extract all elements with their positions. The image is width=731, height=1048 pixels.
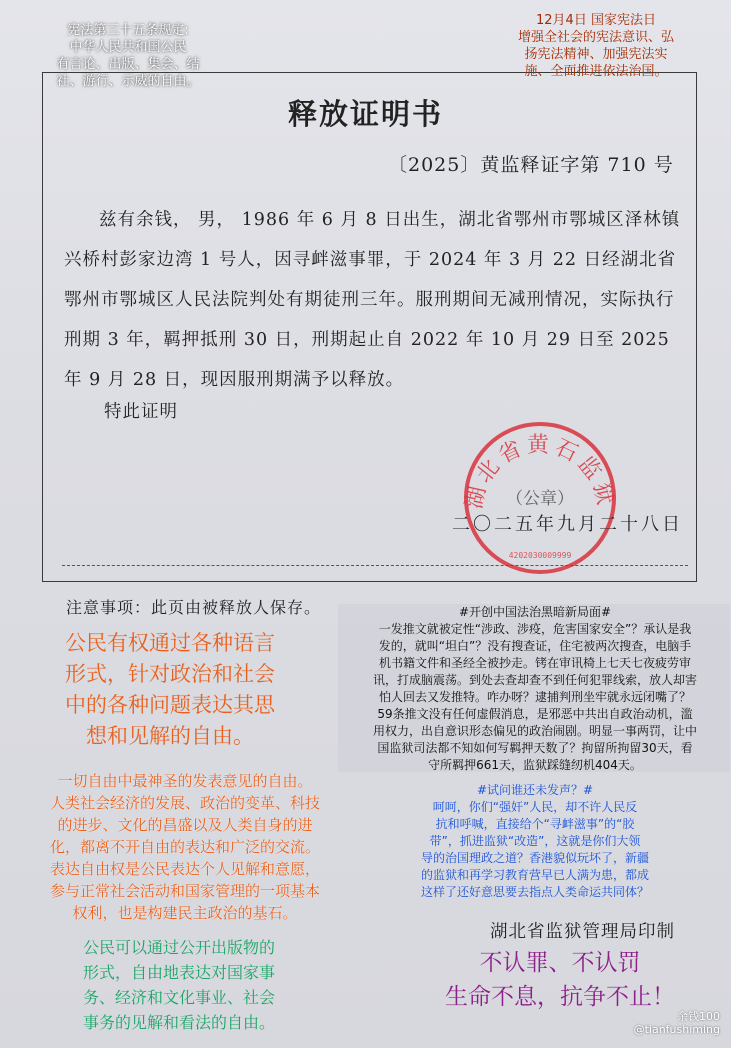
caption-line: 表达自由权是公民表达个人见解和意愿， — [49, 860, 320, 878]
caption-line: 国监狱司法都不知如何写羁押天数了？拘留所拘留30天，看 — [377, 741, 693, 755]
caption-line: 权利，也是构建民主政治的基石。 — [72, 904, 298, 922]
caption-line: 参与正常社会活动和国家管理的一项基本 — [49, 882, 320, 900]
certify-text: 特此证明 — [104, 402, 178, 422]
document-number: 〔2025〕黄监释证字第 710 号 — [388, 154, 674, 176]
caption-who-speaks — [350, 782, 720, 901]
publisher-text: 湖北省监狱管理局印制 — [490, 922, 675, 942]
caption-line: 的进步、文化的昌盛以及人类自身的进 — [57, 816, 313, 834]
caption-constitution-day — [480, 12, 712, 80]
caption-constitution-article — [38, 22, 218, 90]
caption-line: 人类社会经济的发展、政治的变革、科技 — [49, 794, 320, 812]
document-body: 兹有余钱， 男， 1986 年 6 月 8 日出生，湖北省鄂州市鄂城区泽林镇兴桥村彭家边湾 1 号人，因寻衅滋事罪，于 2024 年 3 月 22 日经湖北省鄂州市鄂城区人民法院判处有期徒刑三年。服刑期间无减刑情况，实际执行刑期 3 年，羁押抵刑 30 日，刑期起止自 2022 年 10 月 29 日至 2025 年 9 月 28 日，现因服刑期满予以释放。 — [64, 210, 681, 390]
caption-line: 增强全社会的宪法意识、弘 — [517, 30, 674, 45]
caption-line: 中华人民共和国公民 — [69, 40, 187, 55]
notice-text: 注意事项：此页由被释放人保存。 — [66, 598, 322, 617]
caption-line: 务、经济和文化事业、社会 — [82, 988, 275, 1007]
caption-line: 抗和呼喊，直接给个“寻衅滋事”的“胶 — [435, 817, 635, 831]
caption-publication-freedom — [34, 935, 324, 1035]
caption-line: 化，都离不开自由的表达和广泛的交流。 — [49, 838, 320, 856]
document-title: 释放证明书 — [287, 97, 443, 131]
caption-line: 一切自由中最神圣的发表意见的自由。 — [57, 772, 313, 790]
seal-text: 湖北省黄石监狱 — [462, 433, 618, 512]
caption-line: 发的，就叫“坦白”？没有搜查证，住宅被两次搜查，电脑手 — [378, 639, 692, 653]
caption-line: 12月4日 国家宪法日 — [536, 13, 656, 28]
caption-line: #试问谁还未发声？# — [476, 783, 594, 797]
caption-line: 守所羁押661天，监狱踩缝纫机404天。 — [428, 758, 642, 772]
caption-line: 怕人回去又发推特。咋办呀？逮捕判刑坐牢就永远闭嘴了？ — [378, 690, 691, 704]
seal-center: （公章） — [506, 489, 574, 509]
caption-line: 社、游行、示威的自由。 — [56, 74, 200, 89]
cut-line — [62, 565, 688, 566]
caption-line: 形式，自由地表达对国家事 — [82, 963, 275, 982]
caption-line: 公民可以通过公开出版物的 — [82, 938, 275, 957]
caption-line: 形式，针对政治和社会 — [65, 662, 275, 686]
caption-line: 59条推文没有任何虚假消息，是邪恶中共出自政治动机，滥 — [377, 707, 693, 721]
caption-line: 带”，抓进监狱“改造”，这就是你们大领 — [429, 834, 641, 848]
caption-slogan — [400, 946, 720, 1014]
caption-line: 宪法第三十五条规定: — [67, 23, 189, 38]
caption-line: 的监狱和再学习教育营早已人满为患，都成 — [420, 868, 649, 882]
caption-line: #开创中国法治黑暗新局面# — [458, 605, 612, 619]
document-date: 二〇二五年九月二十八日 — [452, 514, 683, 535]
caption-line: 用权力，出自意识形态偏见的政治闹剧。明显一事两罚，让中 — [372, 724, 697, 738]
caption-line: 生命不息，抗争不止！ — [445, 984, 675, 1010]
caption-expression-right — [20, 628, 320, 752]
caption-line: 不认罪、不认罚 — [479, 950, 641, 976]
caption-line: 导的治国理政之道？香港貌似玩坏了，新疆 — [420, 851, 649, 865]
signature-handle: @tianfushiming — [633, 1023, 720, 1036]
caption-line: 事务的见解和看法的自由。 — [82, 1013, 275, 1032]
caption-line: 公民有权通过各种语言 — [65, 631, 275, 655]
caption-line: 扬宪法精神、加强宪法实 — [524, 47, 668, 62]
caption-line: 中的各种问题表达其思 — [65, 693, 275, 717]
caption-line: 呵呵，你们“强奸”人民，却不许人民反 — [432, 800, 638, 814]
caption-freedom-essay — [0, 770, 370, 924]
caption-line: 有言论、出版、集会、结 — [56, 57, 200, 72]
caption-line: 机书籍文件和圣经全被抄走。铐在审讯椅上七天七夜疲劳审 — [378, 656, 691, 670]
seal-number: 4202030009999 — [508, 551, 572, 560]
caption-line: 一发推文就被定性“涉政、涉疫，危害国家安全”？承认是我 — [378, 622, 692, 636]
caption-legal-darkness — [340, 604, 730, 774]
official-seal-icon — [460, 418, 620, 578]
caption-line: 想和见解的自由。 — [86, 724, 254, 748]
caption-line: 施、全面推进依法治国。 — [524, 64, 668, 79]
caption-line: 这样了还好意思要去指点人类命运共同体？ — [420, 885, 649, 899]
caption-line: 讯，打成脑震荡。到处去查却查不到任何犯罪线索，放人却害 — [372, 673, 697, 687]
signature-name: 余钱100 — [677, 1010, 720, 1023]
